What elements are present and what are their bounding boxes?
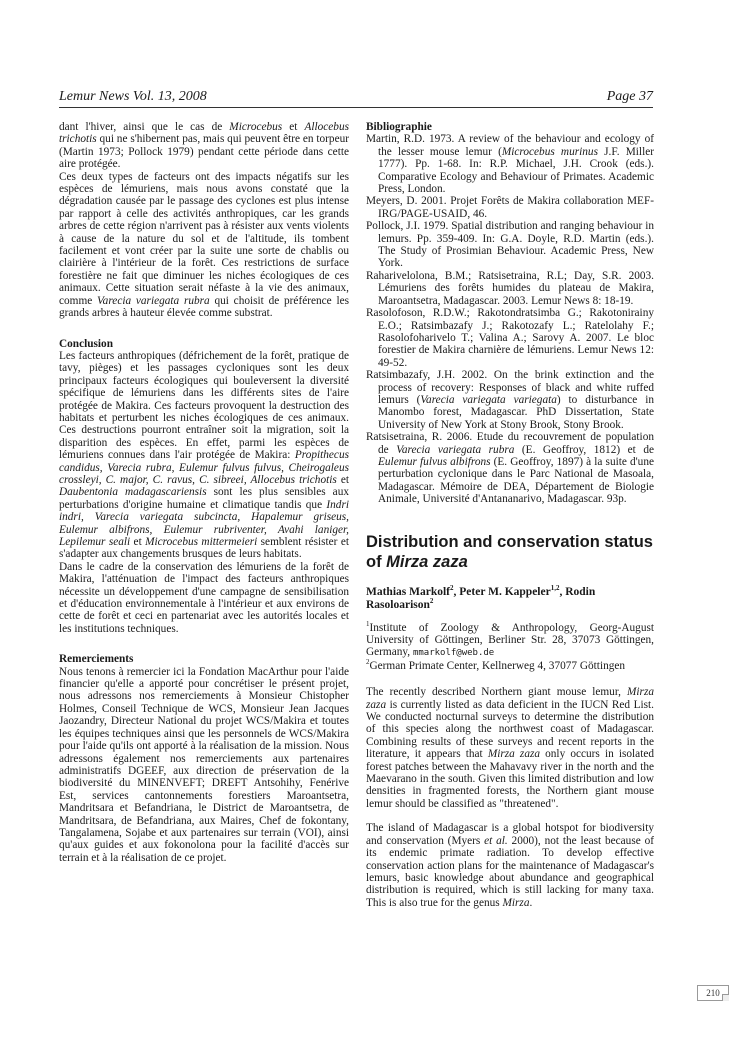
journal-title: Lemur News Vol. 13, 2008 — [59, 89, 207, 104]
article-title: Distribution and conservation status of Mirza zaza — [366, 532, 653, 571]
bibliography-heading: Bibliographie — [366, 121, 432, 133]
reference: Meyers, D. 2001. Projet Forêts de Makira collaboration MEF-IRG/PAGE-USAID, 46. — [366, 195, 654, 220]
paragraph: Nous tenons à remercier ici la Fondation MacArthur pour l'aide financier qu'elle a apporté pour concrétiser le présent projet, nous adressons nos remerciements à Monsieur Chistopher Holmes, Conseil Technique de WCS, Monsieur Jean Jacques Jaozandry, Directeur National du projet WCS/Makira et toutes les équipes techniques ainsi que les personnels de WCS/Makira pour l'aide qu'ils ont apporté à la réalisation de la mission. Nous adressons également nos remerciements aux partenaires administratifs DGEEF, aux direction de préservation de la biodiversité du MINENVEFT; DREFT Antsohihy, Fenérive Est, services cantonnements forestiers Maroantsetra, Mandritsara et Befandriana, le District de Maroantsetra, de Mandritsara, de Befandriana, aux Maires, Chef de fokontany, Tangalamena, Sojabe et aux partenaires sur terrain (VOI), ainsi qu'aux guides et aux fokonolona pour la facilité d'accès sur terrain et à la réalisation de ce projet. — [59, 665, 349, 864]
reference: Ratsisetraina, R. 2006. Etude du recouvrement de population de Varecia variegata rubra (E. Geoffroy, 1812) et de Eulemur fulvus albifrons (E. Geoffroy, 1897) à la suite d'une perturbation cyclonique dans le Parc National de Masoala, Madagascar. Mémoire de DEA, Département de Biologie Animale, Université d'Antananarivo, Madagascar. 93p. — [366, 431, 654, 506]
paragraph: The island of Madagascar is a global hotspot for biodiversity and conservation (Myers et al. 2000), not the least because of its endemic primate radiation. To develop effective conservation action plans for the maintenance of Madagascar's lemurs, basic knowledge about abundance and geographical distribution is required, which is still lacking for many taxa. This is also true for the genus Mirza. — [366, 822, 654, 909]
left-column — [59, 121, 349, 864]
paragraph: Dans le cadre de la conservation des lémuriens de la forêt de Makira, l'atténuation de l'impact des facteurs anthropiques nécessite un développement d'une campagne de sensibilisation et d'éducation environnementale à l'intérieur et aux environs de cette de forêt et ceci en partenariat avec les autorités locales et les institutions techniques. — [59, 560, 349, 635]
right-column — [366, 121, 654, 909]
reference: Pollock, J.I. 1979. Spatial distribution and ranging behaviour in lemurs. Pp. 359-409. In: G.A. Doyle, R.D. Martin (eds.). The Study of Prosimian Behaviour. Academic Press, New York. — [366, 220, 654, 270]
reference: Ratsimbazafy, J.H. 2002. On the brink extinction and the process of recovery: Responses of black and white ruffed lemurs (Varecia variegata variegata) to disturbance in Manombo forest, Madagascar. PhD Dissertation, State University of New York at Stony Brook, Stony Brook. — [366, 369, 654, 431]
email-link[interactable]: mmarkolf@web.de — [412, 648, 495, 659]
reference: Martin, R.D. 1973. A review of the behaviour and ecology of the lesser mouse lemur (Microcebus murinus J.F. Miller 1777). Pp. 1-68. In: R.P. Michael, J.H. Crook (eds.). Comparative Ecology and Behaviour of Primates. Academic Press, London. — [366, 133, 654, 196]
header-rule — [59, 107, 653, 108]
page-corner-label: 210 — [697, 985, 729, 1001]
conclusion-heading: Conclusion — [59, 337, 113, 350]
page-number: Page 37 — [606, 89, 653, 104]
abstract: The recently described Northern giant mouse lemur, Mirza zaza is currently listed as data deficient in the IUCN Red List. We conducted nocturnal surveys to determine the distribution of this species along the northwest coast of Madagascar. Combining results of these surveys and recent reports in the literature, it appears that Mirza zaza only occurs in isolated forest patches between the Mahavavy river in the north and the Maevarano in the south. Given this limited distribution and low densities in fragmented forests, the Northern giant mouse lemur should be classified as "threatened". — [366, 686, 654, 810]
affiliation: $^2$German Primate Center, Kellnerweg 4, 37077 Göttingen — [366, 658, 626, 672]
affiliation: $^1$Institute of Zoology & Anthropology, Georg-August University of Göttingen, Berliner Str. 28, 37073 Göttingen, Germany, mmarkolf@web.de — [366, 619, 654, 659]
acknowledgements-heading: Remerciements — [59, 653, 134, 666]
reference-list — [366, 133, 654, 505]
reference: Rasolofoson, R.D.W.; Rakotondratsimba G.; Rakotonirainy E.O.; Ratsimbazafy J.; Rakotozafy L.; Ratelolahy F.; Rasolofoharivelo T.; Valina A.; Sarovy A. 2007. Le bloc forestier de Makira charnière de lémuriens. Lemur News 12: 49-52. — [366, 307, 654, 369]
running-header — [59, 89, 653, 107]
paragraph: Les facteurs anthropiques (défrichement de la forêt, pratique de tavy, pièges) et les passages cycloniques sont les deux principaux facteurs écologiques qui bouleversent la diversité spécifique de lémuriens dans les différents sites de l'aire protégée de Makira. Ces facteurs provoquent la destruction des habitats et perturbent les niches écologiques de ces animaux. Ces destructions pourront entraîner soit la migration, soit la disparition des espèces. En effet, parmi les espèces de lémuriens connues dans l'air protégée de Makira: Propithecus candidus, Varecia rubra, Eulemur fulvus fulvus, Cheirogaleus crossleyi, C. major, C. ravus, C. sibreei, Allocebus trichotis et Daubentonia madagascariensis sont les plus sensibles aux perturbations d'origine humaine et climatique tandis que Indri indri, Varecia variegata subcincta, Hapalemur griseus, Eulemur albifrons, Eulemur rubriventer, Avahi laniger, Lepilemur seali et Microcebus mittermeieri semblent résister et s'adapter aux changements brusques de leurs habitats. — [59, 349, 349, 561]
reference: Raharivelolona, B.M.; Ratsisetraina, R.L; Day, S.R. 2003. Lémuriens des forêts humides du plateau de Makira, Maroantsetra, Madagascar. 2003. Lemur News 8: 18-19. — [366, 269, 654, 307]
paragraph: dant l'hiver, ainsi que le cas de Microcebus et Allocebus trichotis qui ne s'hibernent pas, mais qui peuvent être en torpeur (Martin 1973; Pollock 1979) pendant cette période dans cette aire protégée. — [59, 121, 349, 171]
author-list: Mathias Markolf$^2$, Peter M. Kappeler$^{1,2}$, Rodin Rasoloarison$^2$ — [366, 583, 596, 611]
paragraph: Ces deux types de facteurs ont des impacts négatifs sur les espèces de lémuriens, mais nous avons constaté que la dégradation causée par le passage des cyclones est plus intense par rapport à celle des activités anthropiques, car les grands arbres de cette région n'arrivent pas à résister aux vents violents à cause de la nature du sol et de l'altitude, ils tombent facilement et vont créer par la suite une sorte de chablis ou clairière à l'intérieur de la forêt. Ces restrictions de surface forestière ne fait que diminuer les niches écologiques de ces animaux. Cette situation serait néfaste à la vie des animaux, comme Varecia variegata rubra qui choisit de préférence les grands arbres à hauteur élevée comme substrat. — [59, 170, 349, 320]
